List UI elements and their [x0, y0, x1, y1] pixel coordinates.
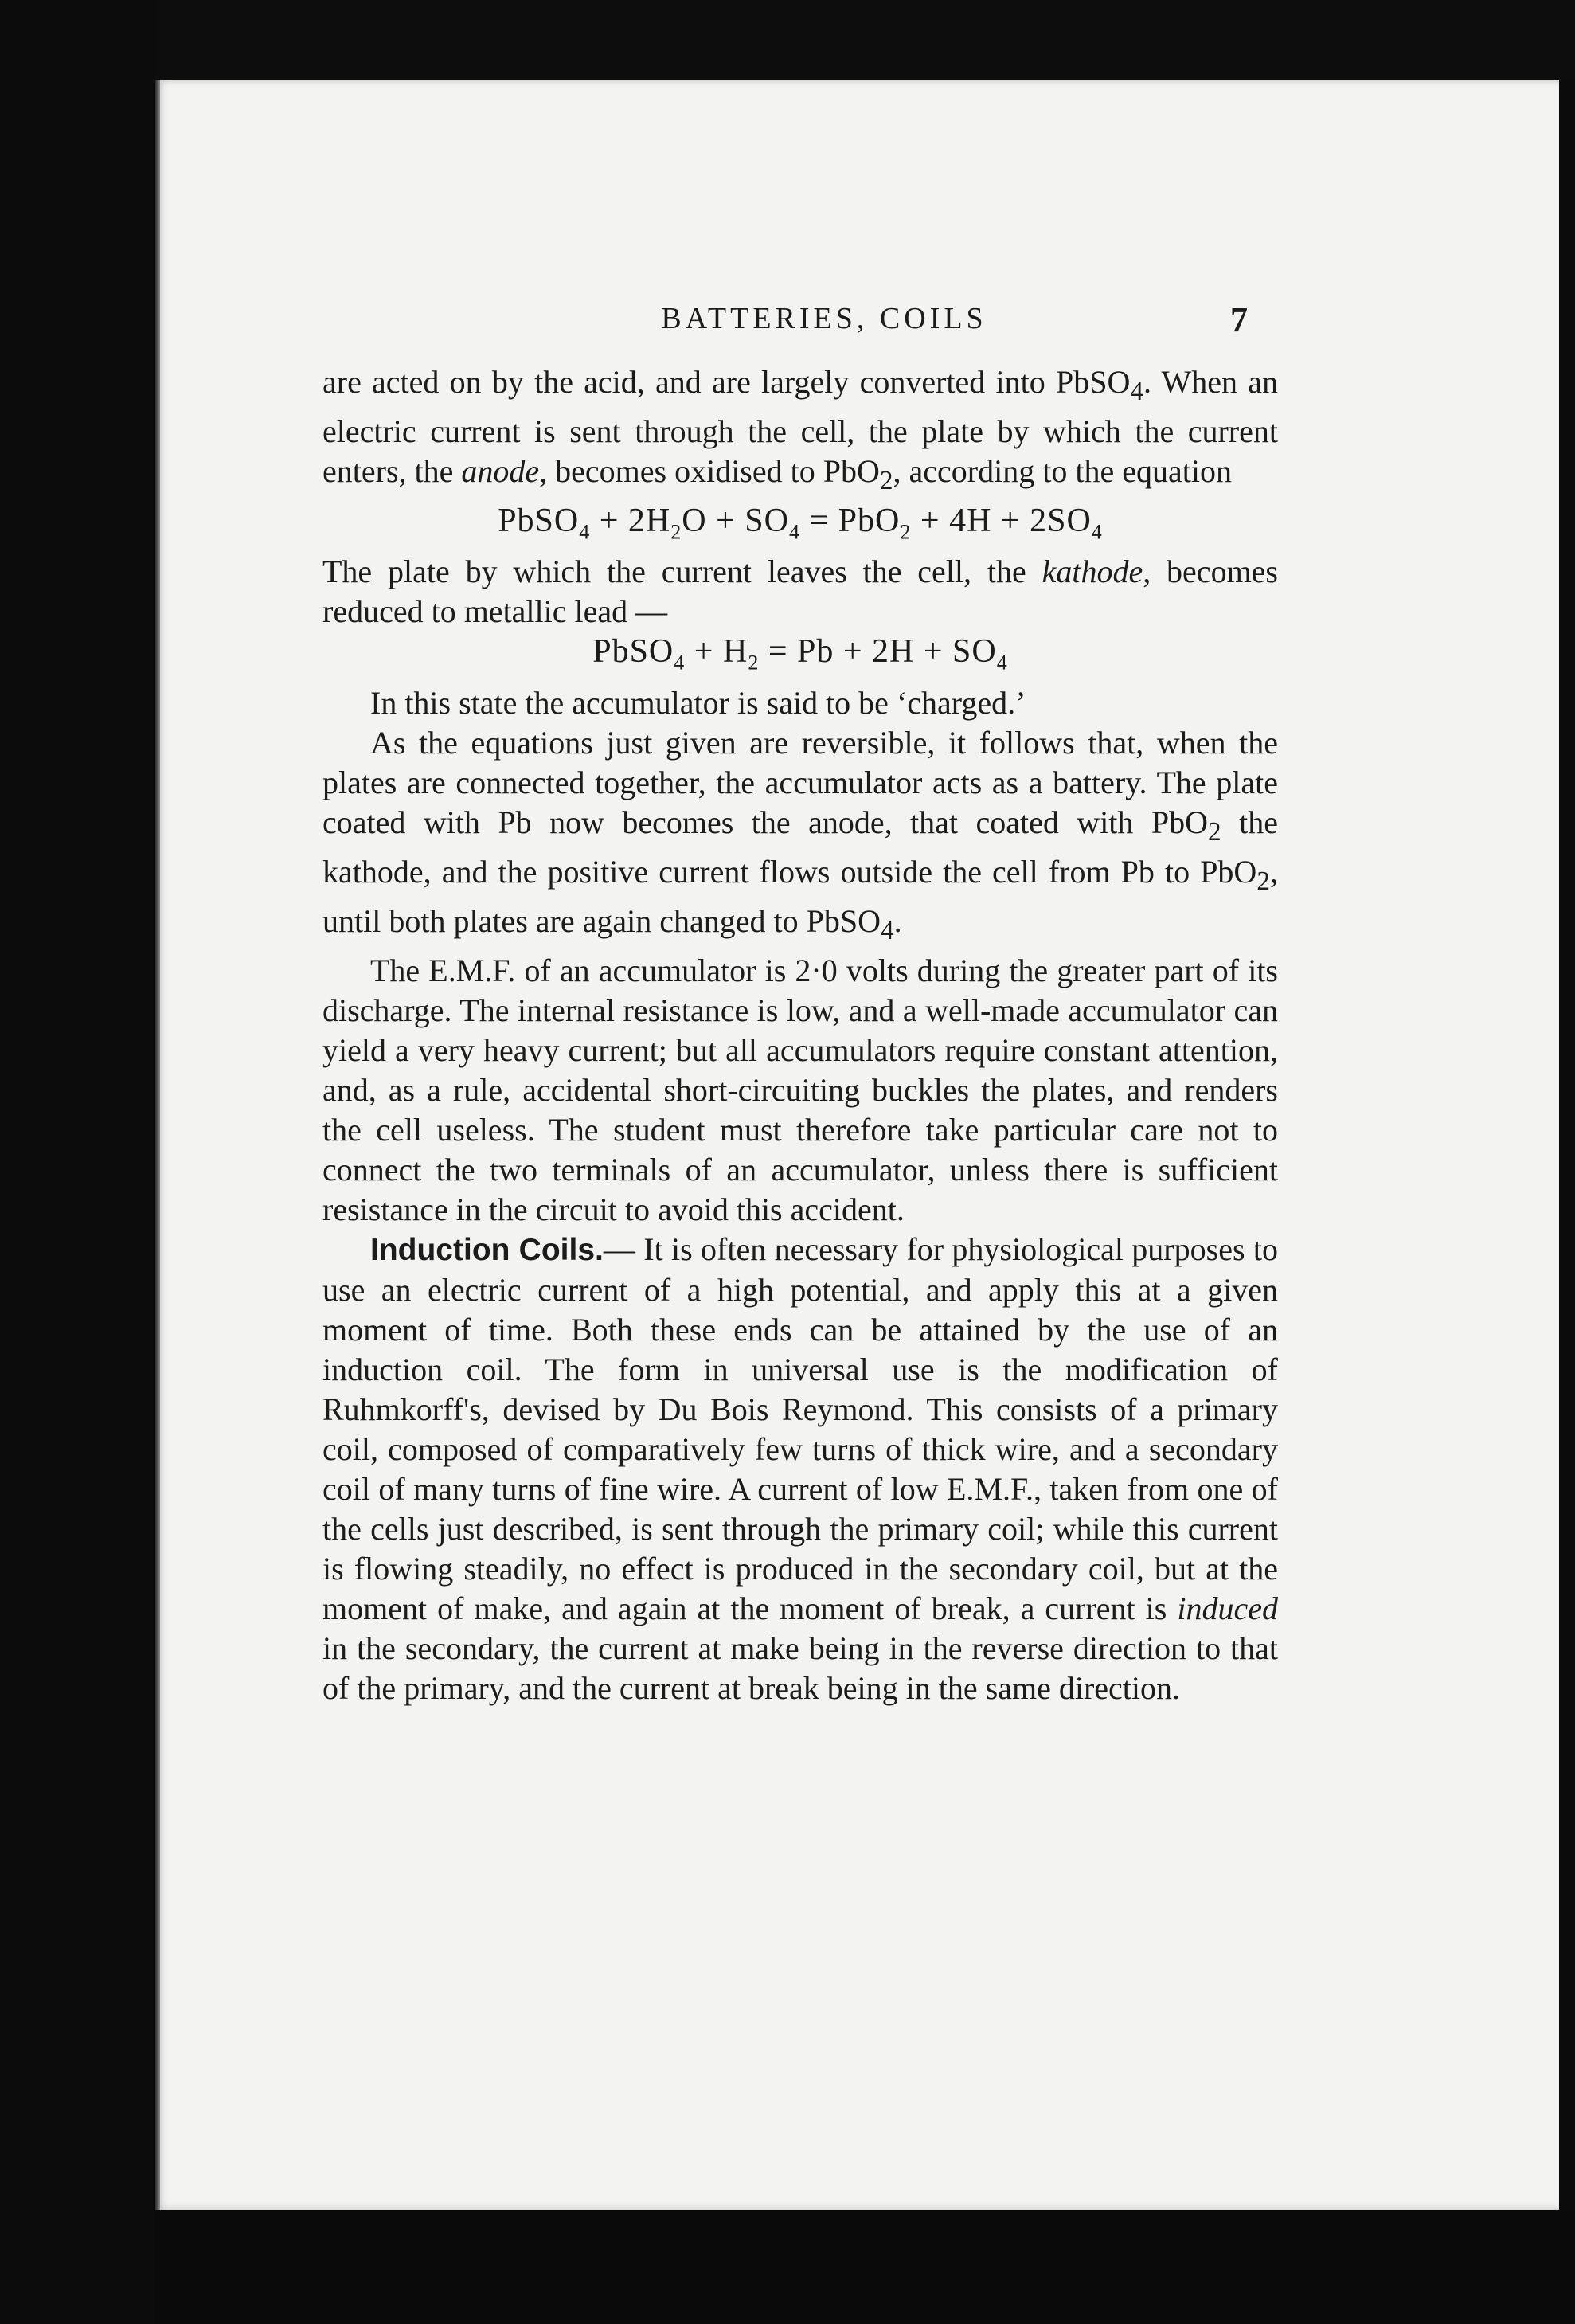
text-block — [322, 362, 1278, 1708]
page-number: 7 — [1230, 300, 1248, 339]
paragraph-5: The E.M.F. of an accumulator is 2·0 volts during the greater part of its discharge. The internal resistance is low, and a well-made accumulator can yield a very heavy current; but all accumulators require constant attention, and, as a rule, accidental short-circuiting buckles the plates, and renders the cell useless. The student must therefore take particular care not to connect the two terminals of an accumulator, unless there is sufficient resistance in the circuit to avoid this accident. — [322, 952, 1278, 1227]
running-title: BATTERIES, COILS — [661, 302, 987, 335]
paragraph-3: In this state the accumulator is said to be ‘charged.’ — [370, 684, 1026, 721]
scan-border-top — [0, 0, 1575, 80]
term-anode: anode — [461, 453, 540, 489]
equation-1: PbSO$_4$ + $2H_2O + SO_4 = PbO_2 + 4H + 2SO_4$ — [498, 503, 1103, 544]
paragraph-2: The plate by which the current leaves the cell, the kathode, becomes reduced to metallic lead — — [322, 554, 1278, 630]
paragraph-6: Induction Coils.— It is often necessary for physiological purposes to use an electric current of a high potential, and apply this at a given moment of time. Both these ends can be attained by the use of an induction coil. The form in universal use is the modification of Ruhmkorff's, devised by Du Bois Reymond. This consists of a primary coil, composed of comparatively few turns of thick wire, and a secondary coil of many turns of fine wire. A current of low E.M.F., taken from one of the cells just described, is sent through the primary coil; while this current is flowing steadily, no effect is produced in the secondary coil, but at the moment of make, and again at the moment of break, a current is induced in the secondary, the current at make being in the reverse direction to that of the primary, and the current at break being in the same direction. — [322, 1230, 1278, 1706]
equation-2: PbSO$_4$ + $H_2 = Pb + 2H + SO_4$ — [592, 633, 1008, 675]
paragraph-4: As the equations just given are reversible, it follows that, when the plates are connected together, the accumulator acts as a battery. The plate coated with Pb now becomes the anode, that coated with PbO$_2$ the kathode, and the positive current flows outside the cell from Pb to PbO$_2$, until both plates are again changed to PbSO$_4$. — [322, 724, 1278, 945]
scan-border-left — [0, 0, 155, 2324]
term-kathode: kathode — [1042, 554, 1143, 590]
paragraph-1: are acted on by the acid, and are largely converted into PbSO$_4$. When an electric current is sent through the cell, the plate by which the current enters, the anode, becomes oxidised to PbO$_2$, according to the equation — [322, 364, 1278, 495]
term-induced: induced — [1177, 1590, 1278, 1626]
scan-border-bottom — [0, 2210, 1575, 2324]
section-heading: Induction Coils. — [370, 1232, 604, 1267]
page-gutter — [155, 80, 160, 2210]
running-head — [155, 301, 1559, 349]
book-page — [155, 80, 1559, 2210]
